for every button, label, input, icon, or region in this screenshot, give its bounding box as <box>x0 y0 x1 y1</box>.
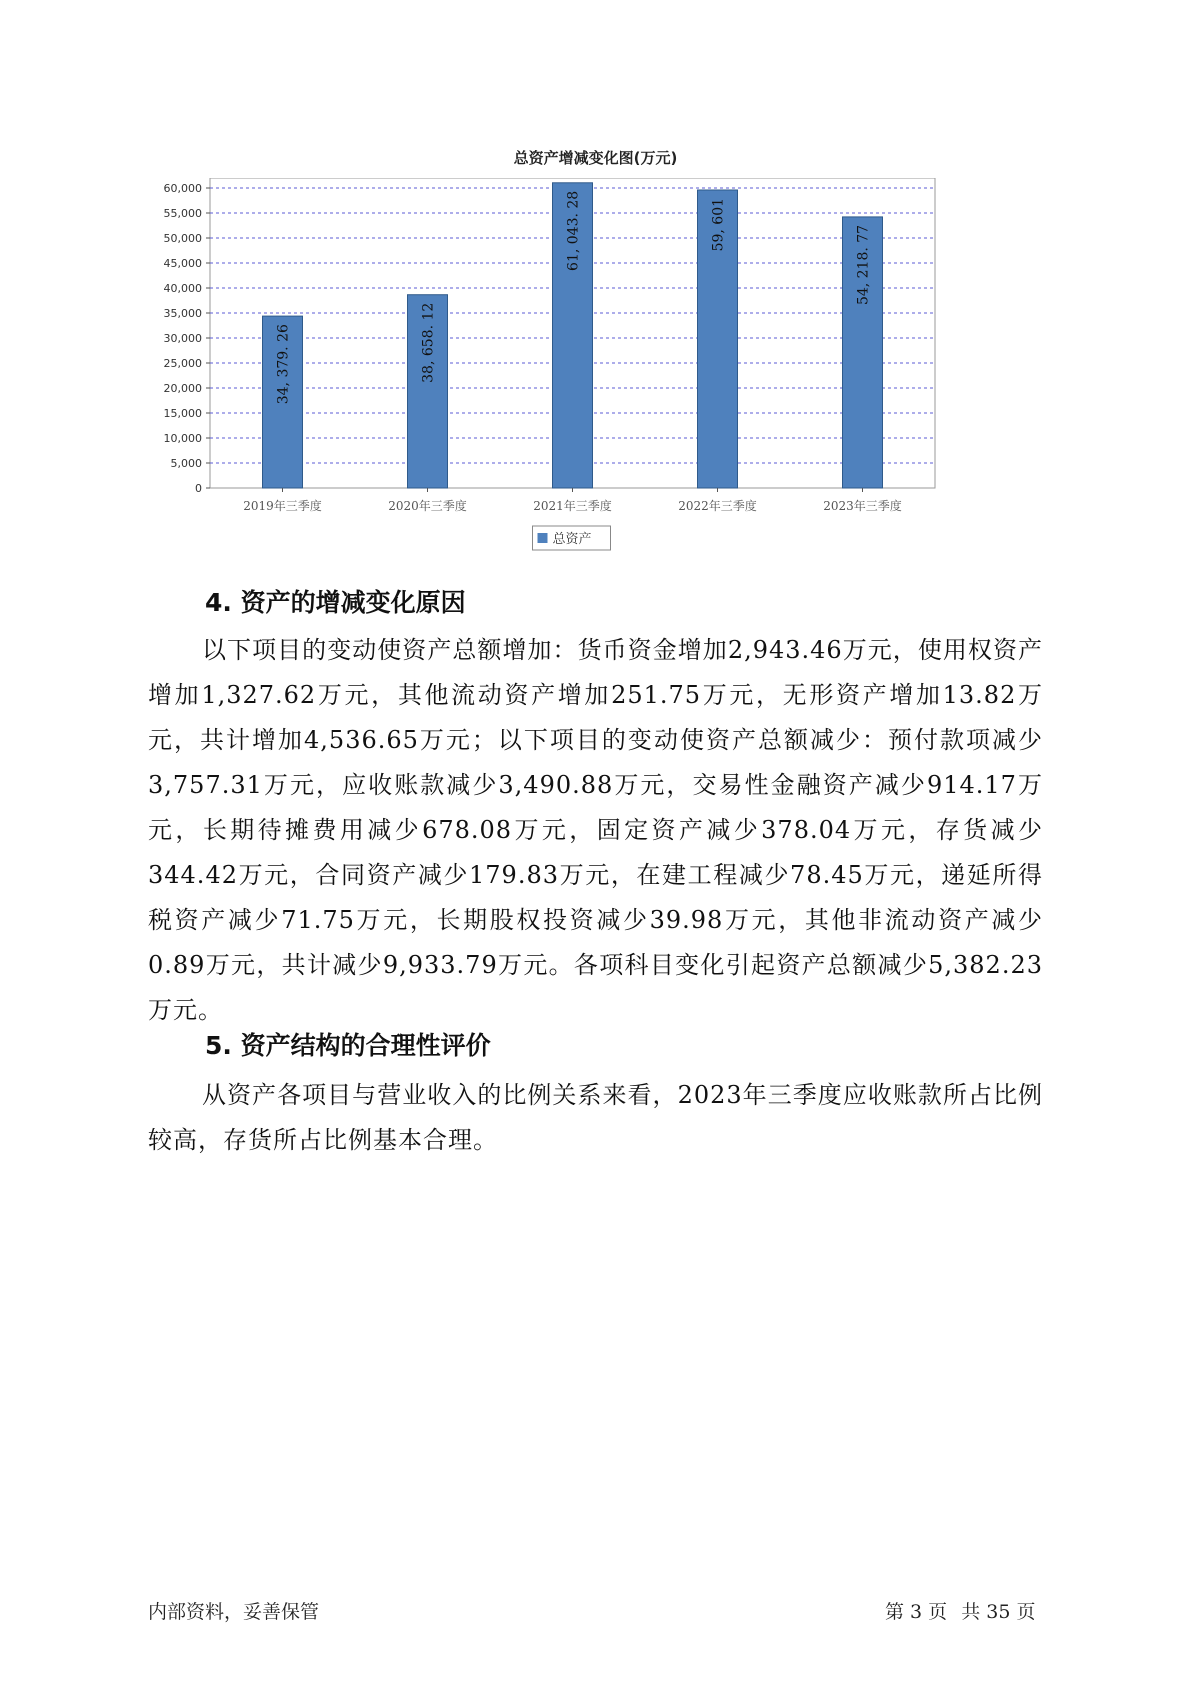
x-tick-label: 2022年三季度 <box>678 499 757 513</box>
y-tick-label: 30,000 <box>163 332 202 345</box>
section-heading-structure-evaluation: 5. 资产结构的合理性评价 <box>205 1031 491 1060</box>
legend-label: 总资产 <box>552 532 592 547</box>
total-assets-bar-chart <box>150 178 950 558</box>
y-tick-label: 15,000 <box>163 407 202 420</box>
bar-data-label: 34, 379. 26 <box>275 324 292 405</box>
x-tick-label: 2019年三季度 <box>243 499 322 513</box>
footer-page-number <box>885 1597 1043 1624</box>
paragraph-structure-evaluation: 从资产各项目与营业收入的比例关系来看，2023年三季度应收账款所占比例较高，存货所占比例基本合理。 <box>148 1081 1043 1154</box>
footer-page-label: 第 3 页 <box>885 1601 948 1623</box>
y-tick-label: 60,000 <box>163 182 202 195</box>
paragraph-asset-change-reasons: 以下项目的变动使资产总额增加：货币资金增加2,943.46万元，使用权资产增加1,327.62万元，其他流动资产增加251.75万元，无形资产增加13.82万元，共计增加4,536.65万元；以下项目的变动使资产总额减少：预付款项减少3,757.31万元，应收账款减少3,490.88万元，交易性金融资产减少914.17万元，长期待摊费用减少678.08万元，固定资产减少378.04万元，存货减少344.42万元，合同资产减少179.83万元，在建工程减少78.45万元，递延所得税资产减少71.75万元，长期股权投资减少39.98万元，其他非流动资产减少0.89万元，共计减少9,933.79万元。各项科目变化引起资产总额减少5,382.23万元。 <box>148 636 1043 1024</box>
chart-title: 总资产增减变化图(万元) <box>513 149 678 167</box>
footer-confidential-note: 内部资料，妥善保管 <box>148 1601 320 1623</box>
y-tick-label: 45,000 <box>163 257 202 270</box>
bar-data-label: 59, 601 <box>710 197 727 252</box>
y-tick-label: 10,000 <box>163 432 202 445</box>
legend-swatch <box>538 533 548 543</box>
y-tick-label: 0 <box>195 482 202 495</box>
y-tick-label: 5,000 <box>170 457 202 470</box>
y-tick-label: 20,000 <box>163 382 202 395</box>
footer-total-label: 共 35 页 <box>961 1601 1036 1623</box>
y-tick-label: 40,000 <box>163 282 202 295</box>
x-tick-label: 2023年三季度 <box>823 499 902 513</box>
y-tick-label: 50,000 <box>163 232 202 245</box>
y-tick-label: 25,000 <box>163 357 202 370</box>
y-tick-label: 55,000 <box>163 207 202 220</box>
x-tick-label: 2021年三季度 <box>533 499 612 513</box>
x-tick-label: 2020年三季度 <box>388 499 467 513</box>
bar-data-label: 54, 218. 77 <box>855 224 872 306</box>
y-tick-label: 35,000 <box>163 307 202 320</box>
section-heading-asset-change-reasons: 4. 资产的增减变化原因 <box>205 588 466 617</box>
bar-data-label: 61, 043. 28 <box>565 190 582 271</box>
bar-data-label: 38, 658. 12 <box>420 302 437 383</box>
